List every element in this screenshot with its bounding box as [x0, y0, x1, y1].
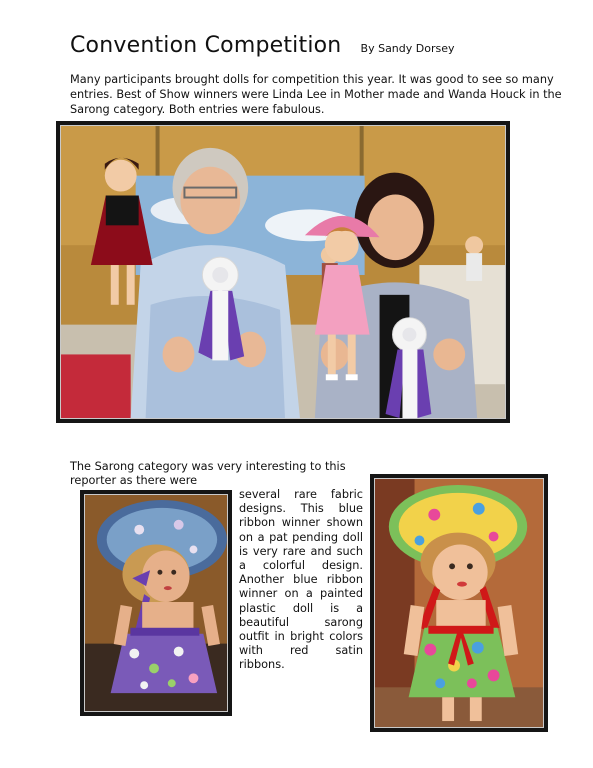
intro-paragraph: Many participants brought dolls for competition this year. It was good to see so many entries. Best of Show winners were Linda Lee in Mother made and Wanda Houck in the Sarong category. Both entries were fabulous. — [70, 73, 562, 116]
body-continuation-text: several rare fabric designs. This blue ribbon winner shown on a pat pending doll is very rare and such a colorful design. Another blue ribbon winner on a painted plastic doll is a beautiful sarong outfit in bright colors with red satin ribbons. — [239, 488, 363, 672]
byline: By Sandy Dorsey — [360, 42, 455, 55]
pat-pending-doll-image — [85, 495, 227, 711]
painted-plastic-doll-image — [375, 479, 543, 727]
painted-plastic-doll-photo — [370, 474, 548, 732]
winners-photo — [56, 121, 510, 423]
winners-photo-image — [61, 126, 505, 418]
page-title: Convention Competition — [70, 33, 342, 58]
body-lead-text: The Sarong category was very interesting to this reporter as there were — [70, 460, 346, 488]
pat-pending-doll-photo — [80, 490, 232, 716]
article-header — [70, 33, 455, 58]
